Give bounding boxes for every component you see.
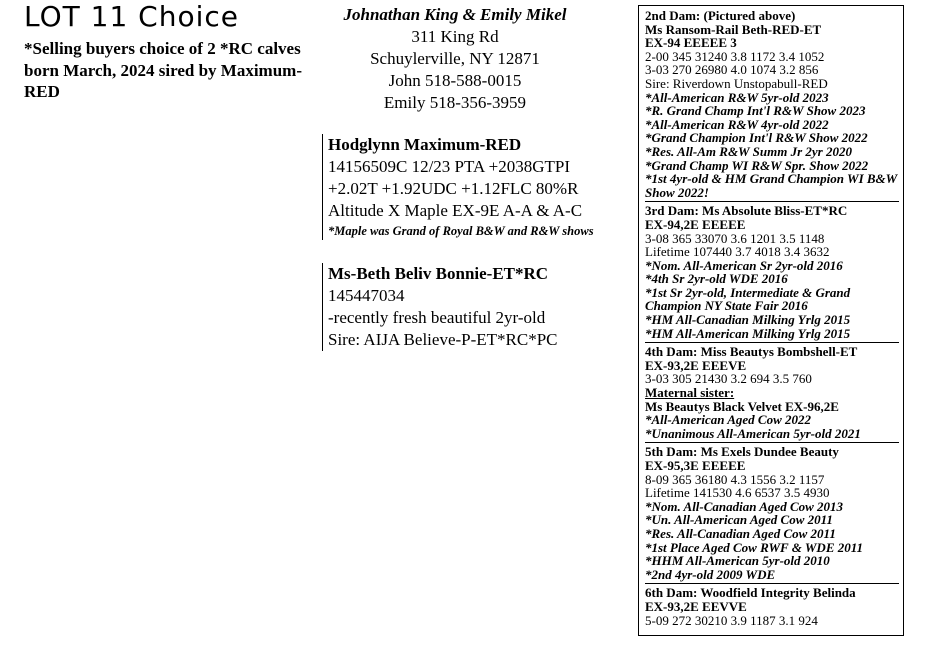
dam3-section: [645, 204, 899, 343]
dam-reg: 145447034: [328, 286, 405, 305]
dam3-honor: *HM All-Canadian Milking Yrlg 2015: [645, 312, 851, 328]
dam5-record-2: Lifetime 141530 4.6 6537 3.5 4930: [645, 485, 830, 501]
dam3-header: 3rd Dam: Ms Absolute Bliss-ET*RC: [645, 203, 848, 219]
sire-name: Hodglynn Maximum-RED: [328, 135, 522, 154]
dam2-section: [645, 9, 899, 202]
sire-block: [322, 134, 638, 240]
dam2-honor: *Grand Champion Int'l R&W Show 2022: [645, 130, 868, 146]
seller-phone-john: John 518-588-0015: [388, 71, 522, 90]
dam2-sire: Sire: Riverdown Unstopabull-RED: [645, 75, 828, 91]
dam5-honor: *Nom. All-Canadian Aged Cow 2013: [645, 498, 844, 514]
seller-names: Johnathan King & Emily Mikel: [343, 5, 567, 24]
sire-note: *Maple was Grand of Royal B&W and R&W shows: [328, 224, 594, 238]
dam3-honor: *Nom. All-American Sr 2yr-old 2016: [645, 257, 843, 273]
dam3-honor: *HM All-American Milking Yrlg 2015: [645, 325, 851, 341]
pedigree-box: [638, 5, 904, 636]
sire-line-2: +2.02T +1.92UDC +1.12FLC 80%R: [328, 179, 579, 198]
maternal-sister-honor: *Unanimous All-American 5yr-old 2021: [645, 425, 861, 441]
dam4-header: 4th Dam: Miss Beautys Bombshell-ET: [645, 344, 858, 360]
lot-description: *Selling buyers choice of 2 *RC calves born March, 2024 sired by Maximum-RED: [24, 39, 302, 101]
dam5-honor: *HHM All-American 5yr-old 2010: [645, 553, 830, 569]
dam2-honor: *1st 4yr-old & HM Grand Champion WI B&W Show 2022!: [645, 171, 897, 200]
dam5-section: [645, 445, 899, 584]
dam5-honor: *2nd 4yr-old 2009 WDE: [645, 566, 776, 582]
dam6-header: 6th Dam: Woodfield Integrity Belinda: [645, 585, 856, 601]
seller-street: 311 King Rd: [411, 27, 499, 46]
seller-phone-emily: Emily 518-356-3959: [383, 93, 527, 112]
dam5-score: EX-95,3E EEEEE: [645, 458, 746, 473]
seller-city: Schuylerville, NY 12871: [370, 49, 540, 68]
dam5-honor: *Un. All-American Aged Cow 2011: [645, 512, 833, 528]
sire-line-1: 14156509C 12/23 PTA +2038GTPI: [328, 157, 570, 176]
maternal-sister-name: Ms Beautys Black Velvet EX-96,2E: [645, 398, 839, 414]
dam2-name: Ms Ransom-Rail Beth-RED-ET: [645, 21, 822, 37]
dam2-record-2: 3-03 270 26980 4.0 1074 3.2 856: [645, 62, 819, 78]
dam-note: -recently fresh beautiful 2yr-old: [328, 308, 546, 327]
dam4-score: EX-93,2E EEEVE: [645, 357, 747, 373]
dam2-honor: *All-American R&W 5yr-old 2023: [645, 89, 829, 105]
dam5-honor: *Res. All-Canadian Aged Cow 2011: [645, 525, 836, 541]
maternal-sister-label: Maternal sister:: [645, 385, 735, 401]
dam6-section: [645, 586, 899, 629]
seller-info: [330, 4, 580, 114]
dam2-header: 2nd Dam: (Pictured above): [645, 8, 796, 23]
dam2-honor: *R. Grand Champ Int'l R&W Show 2023: [645, 103, 866, 119]
dam5-record-1: 8-09 365 36180 4.3 1556 3.2 1157: [645, 471, 825, 487]
dam3-honor: *4th Sr 2yr-old WDE 2016: [645, 271, 788, 287]
dam-sire: Sire: AIJA Believe-P-ET*RC*PC: [328, 330, 558, 349]
dam6-record-1: 5-09 272 30210 3.9 1187 3.1 924: [645, 612, 818, 628]
dam3-record-2: Lifetime 107440 3.7 4018 3.4 3632: [645, 244, 830, 260]
dam5-honor: *1st Place Aged Cow RWF & WDE 2011: [645, 539, 864, 555]
dam4-record-1: 3-03 305 21430 3.2 694 3.5 760: [645, 371, 812, 387]
maternal-sister-honor: *All-American Aged Cow 2022: [645, 412, 811, 428]
dam2-honor: *Grand Champ WI R&W Spr. Show 2022: [645, 157, 869, 173]
dam2-honor: *Res. All-Am R&W Summ Jr 2yr 2020: [645, 143, 852, 159]
dam4-section: [645, 345, 899, 443]
dam6-score: EX-93,2E EEVVE: [645, 598, 747, 614]
dam3-record-1: 3-08 365 33070 3.6 1201 3.5 1148: [645, 230, 825, 246]
lot-title: LOT 11 Choice: [24, 0, 240, 33]
dam3-score: EX-94,2E EEEEE: [645, 216, 746, 232]
sire-line-3: Altitude X Maple EX-9E A-A & A-C: [328, 201, 583, 220]
dam-block: [322, 263, 638, 351]
dam5-header: 5th Dam: Ms Exels Dundee Beauty: [645, 444, 839, 460]
dam3-honor: *1st Sr 2yr-old, Intermediate & Grand Champion NY State Fair 2016: [645, 284, 851, 314]
dam-name: Ms-Beth Beliv Bonnie-ET*RC: [328, 264, 549, 283]
dam2-score: EX-94 EEEEE 3: [645, 35, 737, 51]
dam2-record-1: 2-00 345 31240 3.8 1172 3.4 1052: [645, 48, 825, 64]
dam2-honor: *All-American R&W 4yr-old 2022: [645, 116, 829, 132]
